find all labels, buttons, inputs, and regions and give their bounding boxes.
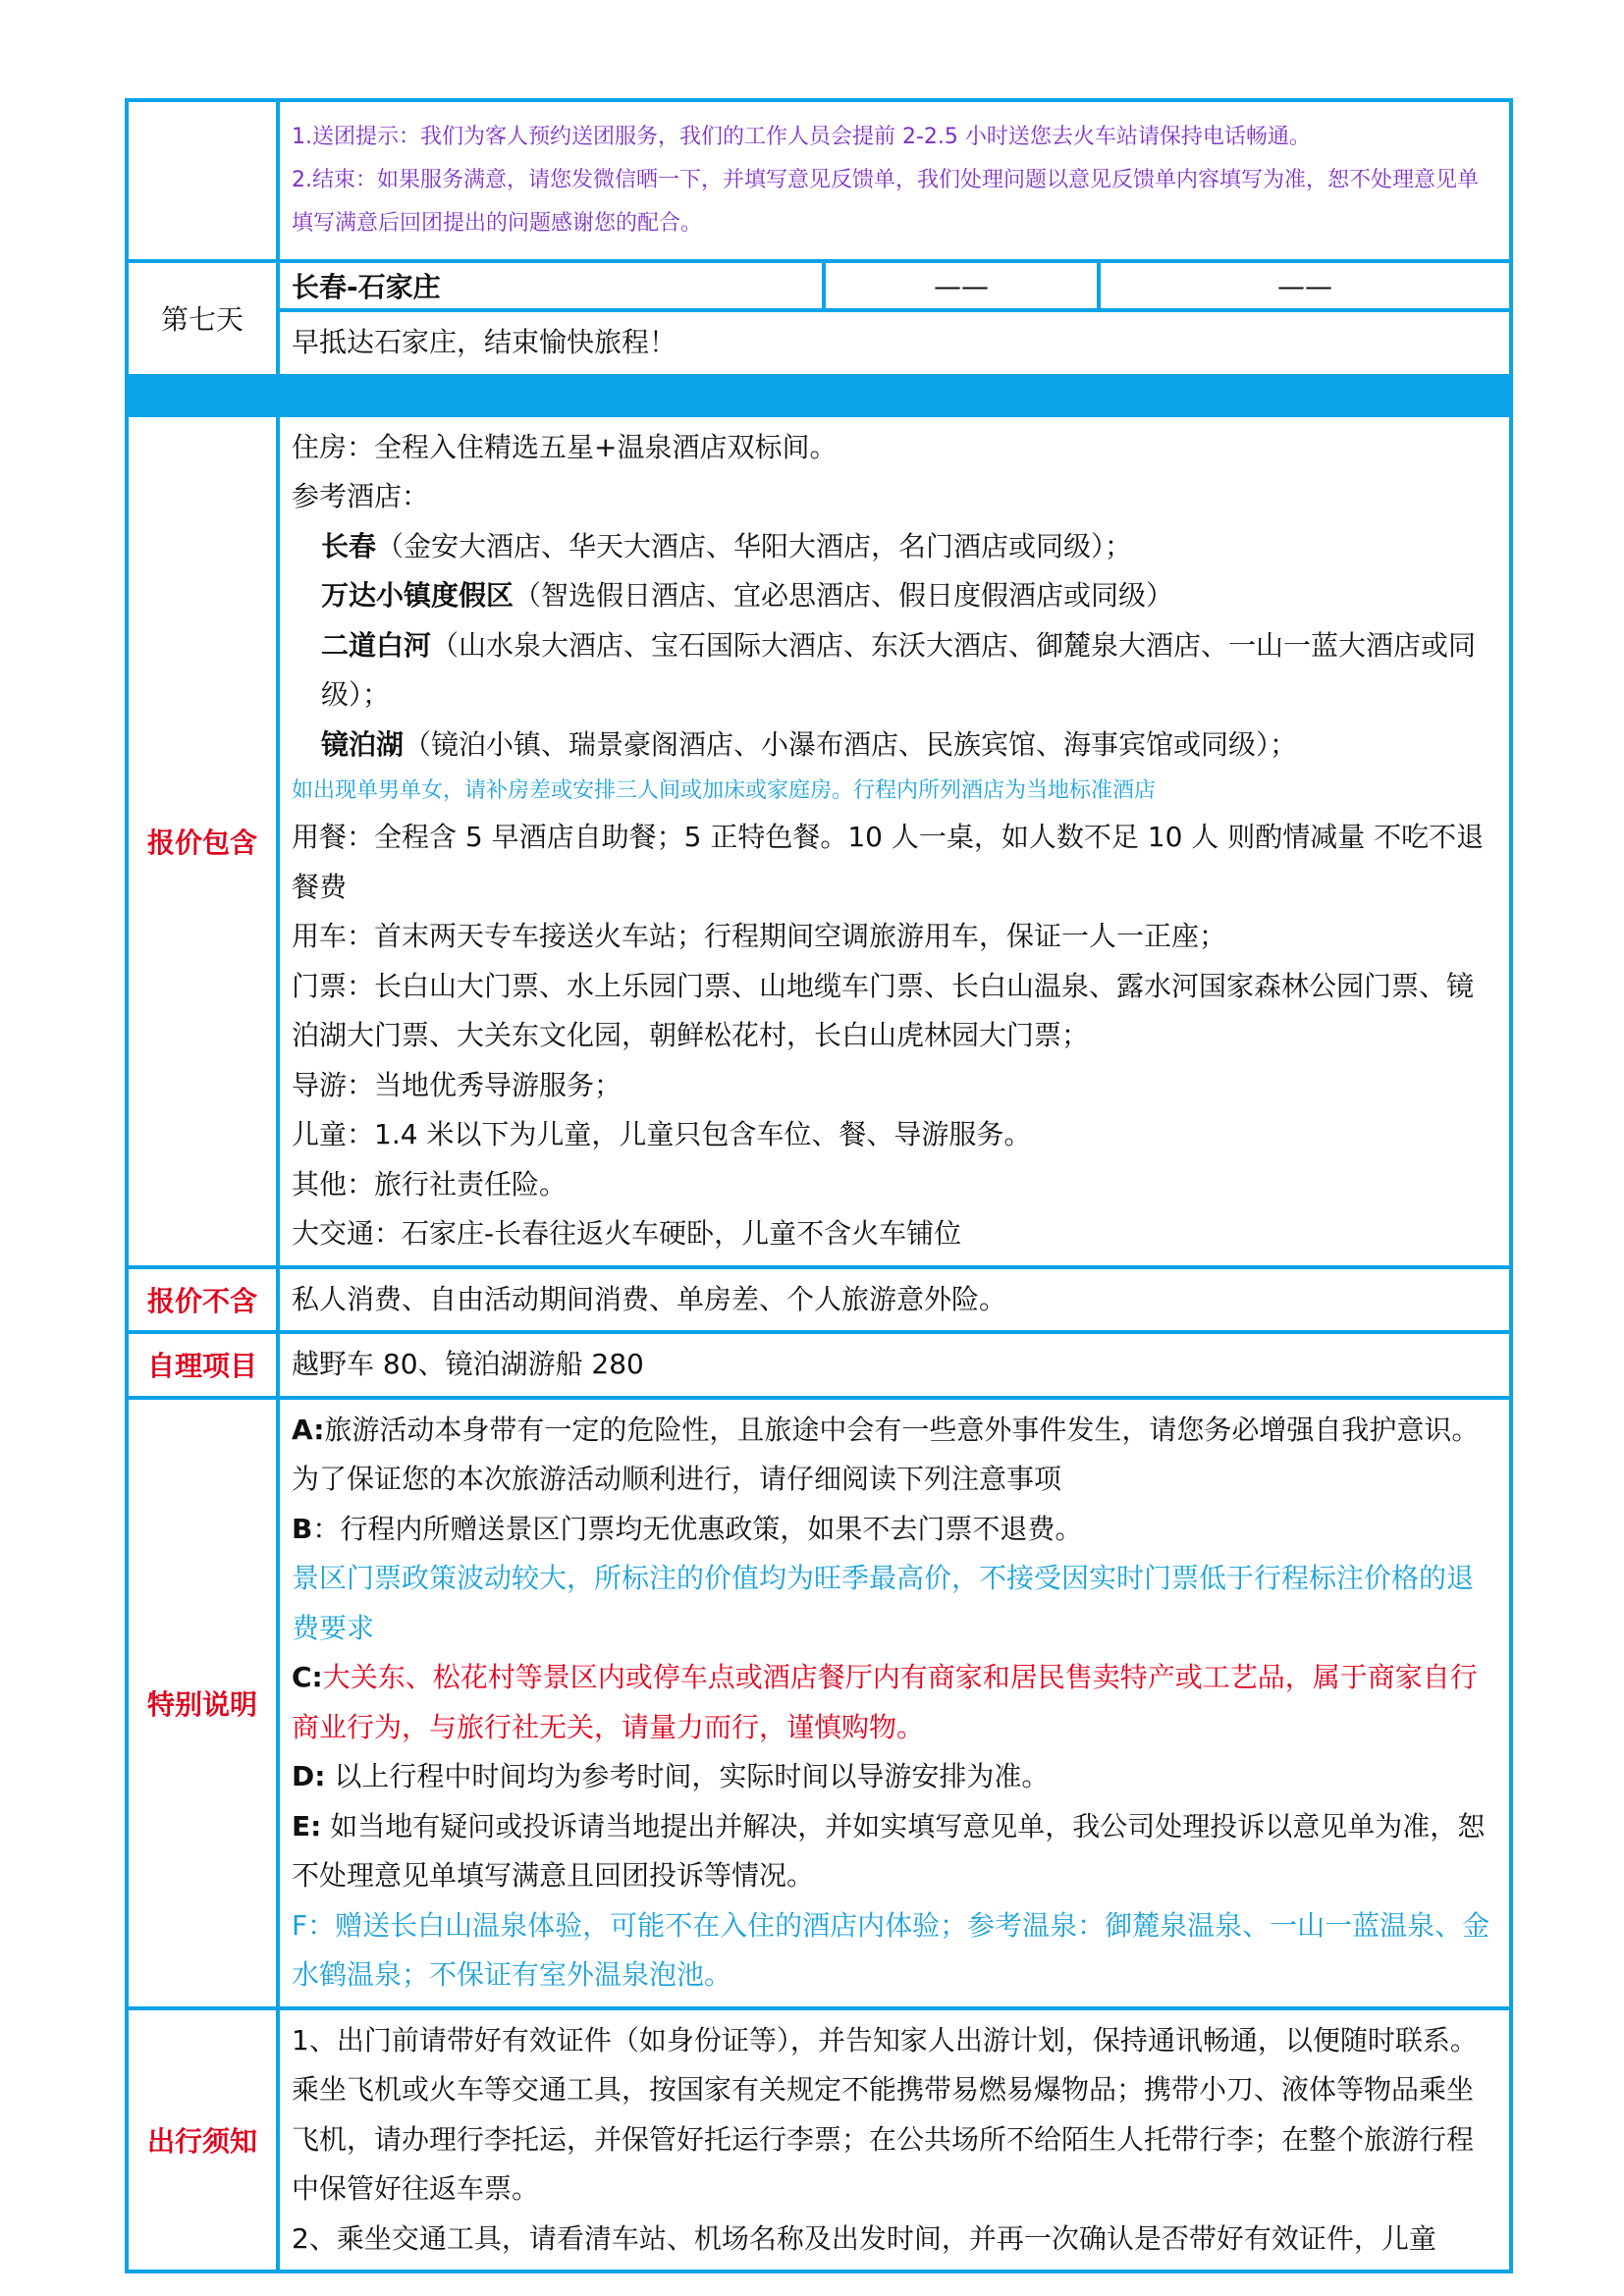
hotel-city: 镜泊湖 <box>321 727 405 761</box>
hotel-item <box>292 621 1497 721</box>
hotel-city: 长春 <box>321 529 377 562</box>
included-ref-title: 参考酒店： <box>292 480 430 512</box>
special-b-key: B <box>292 1512 313 1545</box>
special-b <box>292 1505 1497 1555</box>
hotel-list: （山水泉大酒店、宝石国际大酒店、东沃大酒店、御麓泉大酒店、一山一蓝大酒店或同级）； <box>321 628 1477 711</box>
hotel-list: （金安大酒店、华天大酒店、华阳大酒店，名门酒店或同级）； <box>376 529 1133 562</box>
travel-item-2: 2、乘坐交通工具，请看清车站、机场名称及出发时间，并再一次确认是否带好有效证件，儿童 <box>292 2221 1436 2255</box>
travel-label: 出行须知 <box>127 2008 278 2272</box>
day7-desc: 早抵达石家庄，结束愉快旅程！ <box>292 326 677 358</box>
hotel-list: （智选假日酒店、宜必思酒店、假日度假酒店或同级） <box>514 579 1174 612</box>
included-meals: 用餐：全程含 5 早酒店自助餐；5 正特色餐。10 人一桌，如人数不足 10 人 则酌情减量 不吃不退餐费 <box>292 821 1485 903</box>
hotel-city: 二道白河 <box>321 628 432 662</box>
farewell-label-cell <box>127 100 278 261</box>
special-c <box>292 1653 1497 1752</box>
itinerary-table <box>125 98 1513 2273</box>
special-b-note: 景区门票政策波动较大，所标注的价值均为旺季最高价，不接受因实时门票低于行程标注价格的退费要求 <box>292 1562 1475 1644</box>
special-content <box>278 1398 1511 2008</box>
self-paid-label: 自理项目 <box>127 1332 278 1398</box>
self-paid-content <box>278 1332 1511 1398</box>
day7-label: 第七天 <box>127 261 278 376</box>
travel-item-1: 1、出门前请带好有效证件（如身份证等），并告知家人出游计划，保持通讯畅通，以便随时联系。乘坐飞机或火车等交通工具，按国家有关规定不能携带易燃易爆物品；携带小刀、液体等物品乘坐飞机，请办理行李托运，并保管好托运行李票；在公共场所不给陌生人托带行李；在整个旅游行程中保管好往返车票。 <box>292 2023 1478 2205</box>
hotel-item <box>292 721 1497 771</box>
excluded-content <box>278 1267 1511 1333</box>
excluded-text: 私人消费、自由活动期间消费、单房差、个人旅游意外险。 <box>292 1282 1007 1315</box>
excluded-label: 报价不含 <box>127 1267 278 1333</box>
separator-band <box>127 376 1511 415</box>
day7-desc-cell <box>278 310 1511 376</box>
special-f: F：赠送长白山温泉体验，可能不在入住的酒店内体验；参考温泉：御麓泉温泉、一山一蓝温泉、金水鹤温泉；不保证有室外温泉泡池。 <box>292 1908 1490 1991</box>
included-content <box>278 415 1511 1267</box>
included-row <box>127 415 1511 1267</box>
day7-col3: —— <box>824 261 1099 310</box>
special-e <box>292 1802 1497 1901</box>
day7-desc-row <box>127 310 1511 376</box>
farewell-content <box>278 100 1511 261</box>
farewell-tip-1: 1.送团提示：我们为客人预约送团服务，我们的工作人员会提前 2-2.5 小时送您去火车站请保持电话畅通。 <box>292 125 1311 149</box>
itinerary-page <box>125 98 1509 2273</box>
included-guide: 导游：当地优秀导游服务； <box>292 1068 623 1101</box>
hotel-item <box>292 571 1497 621</box>
hotel-item <box>292 522 1497 572</box>
day7-route: 长春-石家庄 <box>278 261 824 310</box>
special-c-text: 大关东、松花村等景区内或停车点或酒店餐厅内有商家和居民售卖特产或工艺品，属于商家自行商业行为，与旅行社无关，请量力而行，谨慎购物。 <box>292 1661 1478 1743</box>
special-e-key: E: <box>292 1809 322 1842</box>
included-other: 其他：旅行社责任险。 <box>292 1167 568 1201</box>
farewell-tip-2: 2.结束：如果服务满意，请您发微信晒一下，并填写意见反馈单，我们处理问题以意见反馈单内容填写为准，恕不处理意见单填写满意后回团提出的问题感谢您的配合。 <box>292 168 1479 236</box>
included-lodging: 住房：全程入住精选五星+温泉酒店双标间。 <box>292 430 838 463</box>
special-a-key: A: <box>292 1413 325 1446</box>
special-d-key: D: <box>292 1760 326 1792</box>
special-d-text: 以上行程中时间均为参考时间，实际时间以导游安排为准。 <box>325 1760 1050 1792</box>
travel-row <box>127 2008 1511 2272</box>
included-transport: 大交通：石家庄-长春往返火车硬卧，儿童不含火车铺位 <box>292 1217 962 1250</box>
travel-content <box>278 2008 1511 2272</box>
hotel-list: （镜泊小镇、瑞景豪阁酒店、小瀑布酒店、民族宾馆、海事宾馆或同级）； <box>404 727 1298 761</box>
included-car: 用车：首末两天专车接送火车站；行程期间空调旅游用车，保证一人一正座； <box>292 920 1227 952</box>
self-paid-text: 越野车 80、镜泊湖游船 280 <box>292 1348 644 1380</box>
included-room-note: 如出现单男单女，请补房差或安排三人间或加床或家庭房。行程内所列酒店为当地标准酒店 <box>292 778 1157 803</box>
special-row <box>127 1398 1511 2008</box>
special-label: 特别说明 <box>127 1398 278 2008</box>
included-label: 报价包含 <box>127 415 278 1267</box>
included-children: 儿童：1.4 米以下为儿童，儿童只包含车位、餐、导游服务。 <box>292 1118 1032 1150</box>
self-paid-row <box>127 1332 1511 1398</box>
special-e-text: 如当地有疑问或投诉请当地提出并解决，并如实填写意见单，我公司处理投诉以意见单为准，恕不处理意见单填写满意且回团投诉等情况。 <box>292 1809 1486 1892</box>
special-a <box>292 1406 1497 1505</box>
separator-band-cell <box>127 376 1511 415</box>
farewell-row <box>127 100 1511 261</box>
special-d <box>292 1752 1497 1802</box>
special-c-key: C: <box>292 1661 323 1693</box>
special-a-text: 旅游活动本身带有一定的危险性，且旅途中会有一些意外事件发生，请您务必增强自我护意识。为了保证您的本次旅游活动顺利进行，请仔细阅读下列注意事项 <box>292 1413 1480 1495</box>
special-b-text: ：行程内所赠送景区门票均无优惠政策，如果不去门票不退费。 <box>312 1512 1083 1545</box>
hotel-city: 万达小镇度假区 <box>321 579 514 612</box>
excluded-row <box>127 1267 1511 1333</box>
day7-col4: —— <box>1099 261 1511 310</box>
included-tickets: 门票：长白山大门票、水上乐园门票、山地缆车门票、长白山温泉、露水河国家森林公园门票、镜泊湖大门票、大关东文化园，朝鲜松花村，长白山虎林园大门票； <box>292 969 1475 1051</box>
day7-header-row <box>127 261 1511 310</box>
